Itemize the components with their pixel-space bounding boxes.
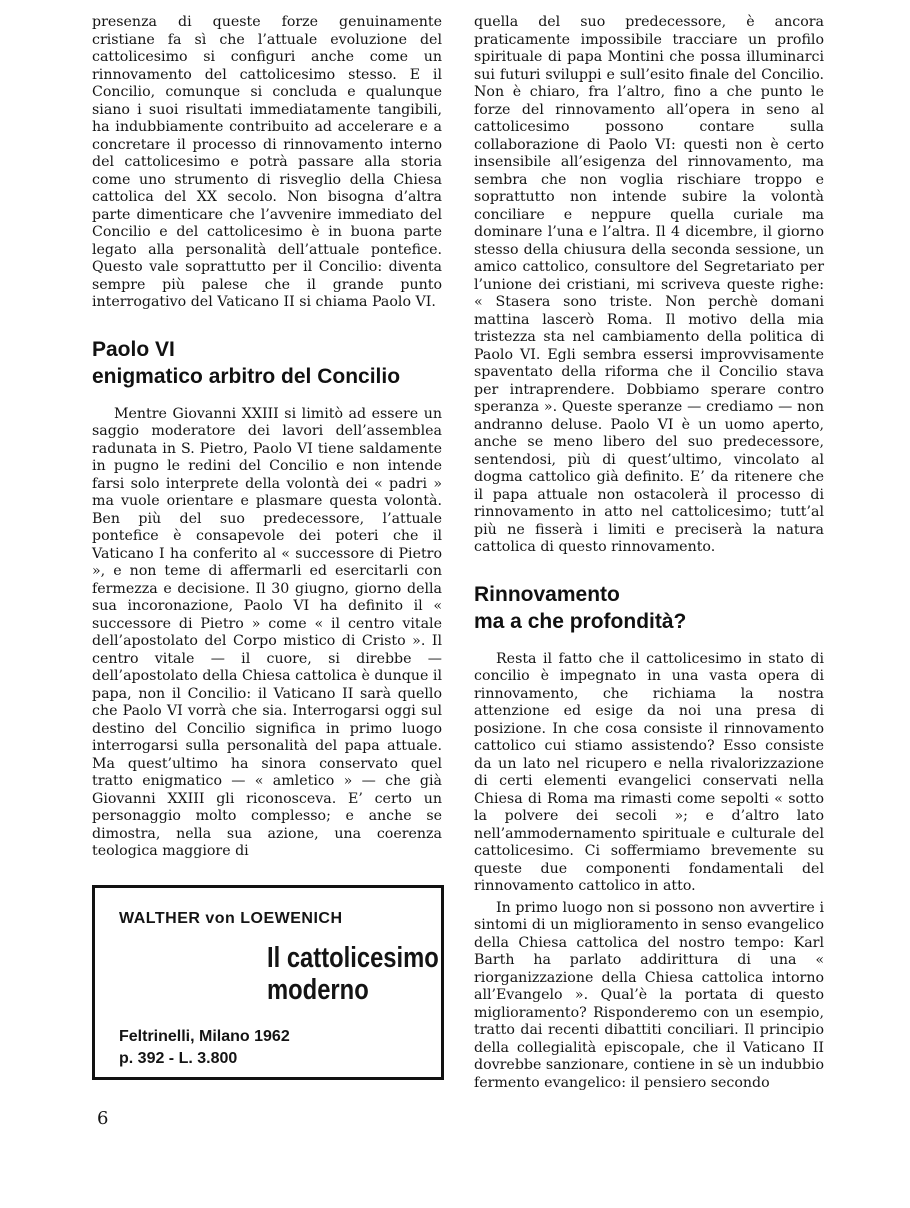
right-paragraph-3: In primo luogo non si possono non avvertire i sintomi di un miglioramento in senso evangelico della Chiesa cattolica del nostro tempo: Karl Barth ha parlato addirittura di una « riorganizzazione della Chiesa cattolica intorno all’Evangelo ». Qual’è la portata di questo miglioramento? Risponderemo con un esempio, tratto dai recenti dibattiti conciliari. Il principio della collegialità episcopale, che il Vaticano II dovrebbe sanzionare, contiene in sè un indubbio fermento evangelico: il pensiero secondo xyxy=(474,899,824,1091)
book-title-line-1: Il cattolicesimo xyxy=(267,942,439,974)
right-paragraph-1: quella del suo predecessore, è ancora praticamente impossibile tracciare un profilo spirituale di papa Montini che possa illuminarci sui futuri sviluppi e sull’esito finale del Concilio. Non è chiaro, fra l’altro, fino a che punto le forze del rinnovamento all’opera in seno al cattolicesimo possono contare sulla collaborazione di Paolo VI: questi non è certo insensibile all’esigenza del rinnovamento, ma sembra che non voglia rischiare troppo e soprattutto non intende subire la volontà conciliare e neppure quella curiale ma dominare l’una e l’altra. Il 4 dicembre, il giorno stesso della chiusura della seconda sessione, un amico cattolico, consultore del Segretariato per l’unione dei cristiani, mi scriveva queste righe: « Stasera sono triste. Non perchè domani mattina lascerò Roma. Il motivo della mia tristezza sta nel cambiamento della politica di Paolo VI. Egli sembra essersi improvvisamente spaventato della riforma che il Concilio stava per intraprendere. Dobbiamo sperare contro speranza ». Queste speranze — crediamo — non andranno deluse. Paolo VI è un uomo aperto, anche se meno libero del suo predecessore, sentendosi, più di quest’ultimo, vincolato al dogma cattolico già definito. E’ da ritenere che il papa attuale non ostacolerà il processo di rinnovamento in atto nel cattolicesimo; tutt’al più ne fisserà i limiti e preciserà la natura cattolica di questo rinnovamento. xyxy=(474,14,824,555)
book-details: p. 392 - L. 3.800 xyxy=(119,1050,238,1067)
section-heading-line-1: Paolo VI xyxy=(92,337,175,361)
book-title-line-2: moderno xyxy=(267,974,369,1006)
left-paragraph-2: Mentre Giovanni XXIII si limitò ad essere un saggio moderatore dei lavori dell’assemblea radunata in S. Pietro, Paolo VI tiene saldamente in pugno le redini del Concilio e non intende farsi solo interprete della volontà dei « padri » ma vuole orientare e plasmare questa volontà. Ben più del suo predecessore, l’attuale pontefice è consapevole dei poteri che il Vaticano I ha conferito al « successore di Pietro », e non teme di affermarli ed esercitarli con fermezza e decisione. Il 30 giugno, giorno della sua incoronazione, Paolo VI ha definito il « successore di Pietro » come « il centro vitale dell’apostolato del Corpo mistico di Cristo ». Il centro vitale — il cuore, si direbbe — dell’apostolato della Chiesa cattolica è dunque il papa, non il Concilio: il Vaticano II sarà quello che Paolo VI vorrà che sia. Interrogarsi oggi sul destino del Concilio significa in primo luogo interrogarsi sulla personalità del papa attuale. Ma quest’ultimo ha sinora conservato quel tratto enigmatico — « amletico » — che già Giovanni XXIII gli riconosceva. E’ certo un personaggio molto complesso; e anche se dimostra, nella sua azione, una coerenza teologica maggiore di xyxy=(92,405,442,859)
book-title xyxy=(267,942,456,1006)
book-publisher: Feltrinelli, Milano 1962 xyxy=(119,1028,290,1045)
book-reference-box xyxy=(92,885,444,1080)
section-heading-line-2: enigmatico arbitro del Concilio xyxy=(92,364,401,388)
section-heading-line-2: ma a che profondità? xyxy=(474,609,687,633)
left-column xyxy=(92,14,442,861)
book-publication-info xyxy=(119,1026,417,1070)
book-author: WALTHER von LOEWENICH xyxy=(119,910,343,927)
right-paragraph-2: Resta il fatto che il cattolicesimo in stato di concilio è impegnato in una vasta opera di rinnovamento, che richiama la nostra attenzione ed esige da noi una presa di posizione. In che cosa consiste il rinnovamento cattolico cui stiamo assistendo? Esso consiste da un lato nel ricupero e nella rivalorizzazione di certi elementi evangelici conservati nella Chiesa di Roma ma rimasti come sepolti « sotto la polvere dei secoli »; e d’altro lato nell’ammodernamento spirituale e culturale del cattolicesimo. Ci soffermiamo brevemente su queste due componenti fondamentali del rinnovamento cattolico in atto. xyxy=(474,650,824,894)
section-heading-rinnovamento xyxy=(474,581,824,635)
section-heading-paolo-vi xyxy=(92,336,442,390)
page-number: 6 xyxy=(97,1108,109,1129)
right-column xyxy=(474,14,824,1092)
section-heading-line-1: Rinnovamento xyxy=(474,582,620,606)
left-paragraph-1: presenza di queste forze genuinamente cristiane fa sì che l’attuale evoluzione del cattolicesimo si configuri anche come un rinnovamento del cattolicesimo stesso. E il Concilio, comunque si concluda e qualunque siano i suoi risultati immediatamente tangibili, ha indubbiamente contribuito ad accelerare e a concretare il processo di rinnovamento interno del cattolicesimo e potrà passare alla storia come uno strumento di risveglio della Chiesa cattolica del XX secolo. Non bisogna d’altra parte dimenticare che l’avvenire immediato del Concilio e del cattolicesimo è in buona parte legato alla personalità dell’attuale pontefice. Questo vale soprattutto per il Concilio: diventa sempre più palese che il grande punto interrogativo del Vaticano II si chiama Paolo VI. xyxy=(92,14,442,310)
